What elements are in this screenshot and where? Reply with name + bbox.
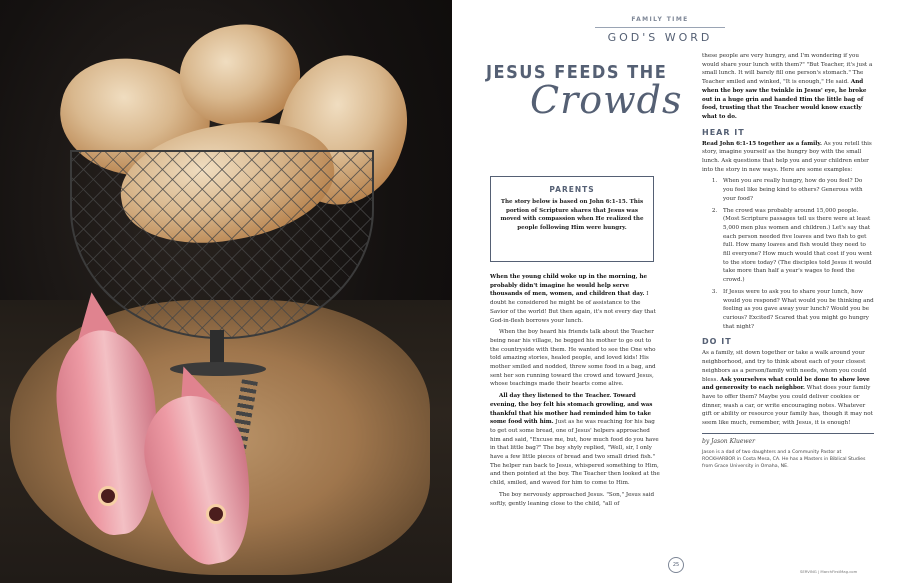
- parents-heading: PARENTS: [549, 185, 595, 194]
- kicker-rule: [595, 27, 725, 28]
- article-title-line1: JESUS FEEDS THE: [486, 62, 668, 83]
- question-item: 3. If Jesus were to ask you to share your lunch, how would you respond? What would you be thinking and feeling as you gave away your lunch? Would you be curious? Excited? Scared that you might go hungry that night?: [719, 288, 874, 332]
- section-kicker: FAMILY TIME: [600, 16, 720, 23]
- article-title-line2: Crowds: [530, 78, 683, 122]
- do-it-bold: Ask yourselves what could be done to show love and generosity to each neighbor.: [702, 376, 870, 392]
- story-column-2: [702, 52, 874, 470]
- hear-it-intro: [702, 140, 874, 175]
- fish-eye: [206, 504, 226, 524]
- byline-author: by Jason Kluewer: [702, 437, 755, 445]
- question-item: 1. When you are really hungry, how do you feel? Do you feel like being kind to others? Generous with your food?: [719, 177, 874, 203]
- hear-it-bold: Read John 6:1-15 together as a family.: [702, 140, 822, 147]
- hear-it-text: As you retell this story, imagine yourself as the hungry boy with the small lunch. Ask questions that help you and your children enter into the story in new ways. Here are some examples:: [702, 140, 872, 173]
- story-bold-lead: When the young child woke up in the morning, he probably didn't imagine he would help serve thousands of men, women, and children that day.: [490, 274, 648, 298]
- author-bio: Jason is a dad of two daughters and a Community Pastor at ROCKHARBOR in Costa Mesa, CA. He has a Masters in Biblical Studies from Grace University in Omaha, NE.: [702, 449, 866, 469]
- story-bold-lead: All day they listened to the Teacher. Toward evening, the boy felt his stomach growling, and was thankful that his mother had reminded him to take some food with him.: [490, 393, 653, 426]
- story-paragraph: When the boy heard his friends talk about the Teacher being near his village, he begged his mother to go out to the countryside with them. He wanted to see the One who told amazing stories, healed people, and loved kids! His mother smiled and nodded, threw some food in a bag, and sent her son running toward the crowd and toward Jesus, whose teachings made their hearts come alive.: [490, 329, 656, 388]
- hear-it-heading: HEAR IT: [702, 127, 745, 137]
- story-column-1: [490, 273, 660, 511]
- question-item: 2. The crowd was probably around 15,000 people. (Most Scripture passages tell us there were at least 5,000 men plus women and children.) Let's say that each person needed five loaves and two fish to get full. How many loaves and fish would they need to fill everyone? How much would that cost if you went to the store today? (The disciples told Jesus it would take more than half a year's wages to feed the crowd.): [719, 207, 874, 285]
- byline-divider: [702, 433, 874, 434]
- section-title: GOD'S WORD: [607, 31, 713, 44]
- story-bold-text: And when the boy saw the twinkle in Jesus' eye, he broke out in a huge grin and handed Him the little bag of food, trusting that the Teacher would know exactly what to do.: [702, 79, 867, 120]
- parents-text: The story below is based on John 6:1-15. This portion of Scripture shares that Jesus was moved with compassion when He realized the people following Him were hungry.: [500, 199, 644, 231]
- story-paragraph: [490, 273, 660, 325]
- page-footer: SERVING | MarchFirstMag.com: [800, 569, 858, 574]
- story-text: I doubt he considered he might be of assistance to the Savior of the world! But then again, it's not every day that God-in-flesh borrows your lunch.: [490, 291, 656, 324]
- hear-it-questions: [702, 177, 874, 331]
- story-paragraph: [490, 392, 660, 488]
- do-it-text: [702, 349, 874, 427]
- fish-eye: [98, 486, 118, 506]
- do-it-heading: DO IT: [702, 337, 732, 347]
- page-number: 25: [668, 557, 684, 573]
- parents-box: [490, 176, 654, 262]
- do-it-start: As a family, sit down together or take a walk around your neighborhood, and try to think about each of your closest neighbors as a person/family with needs, whom you could bless.: [702, 350, 867, 383]
- do-it-end: What does your family have to offer them? Maybe you could deliver cookies or dinner, wash a car, or write encouraging notes. Whatever gift or ability or resource your family has, though it may not seem like much, remember, with Jesus, it is enough!: [702, 385, 873, 427]
- story-text: Just as he was reaching for his bag to get out some bread, one of Jesus' helpers approached him and said, "Excuse me, but, how much food do you have in that little bag?" The boy shyly replied, "Well, sir, I only have a few little pieces of bread and two small dried fish." The helper ran back to Jesus, whispered something to Him, and then pointed at the boy. The Teacher then looked at the child, smiled, and waved for him to come to Him.: [490, 419, 660, 487]
- story-text: these people are very hungry, and I'm wondering if you would share your lunch with them?" "But Teacher, it's just a small lunch. It will barely fill one person's stomach." The Teacher smiled and winked, "It is enough," He said.: [702, 53, 873, 86]
- story-paragraph: [702, 52, 874, 122]
- story-paragraph: The boy nervously approached Jesus. "Son," Jesus said softly, gently leaning close to the child, "all of: [490, 491, 655, 507]
